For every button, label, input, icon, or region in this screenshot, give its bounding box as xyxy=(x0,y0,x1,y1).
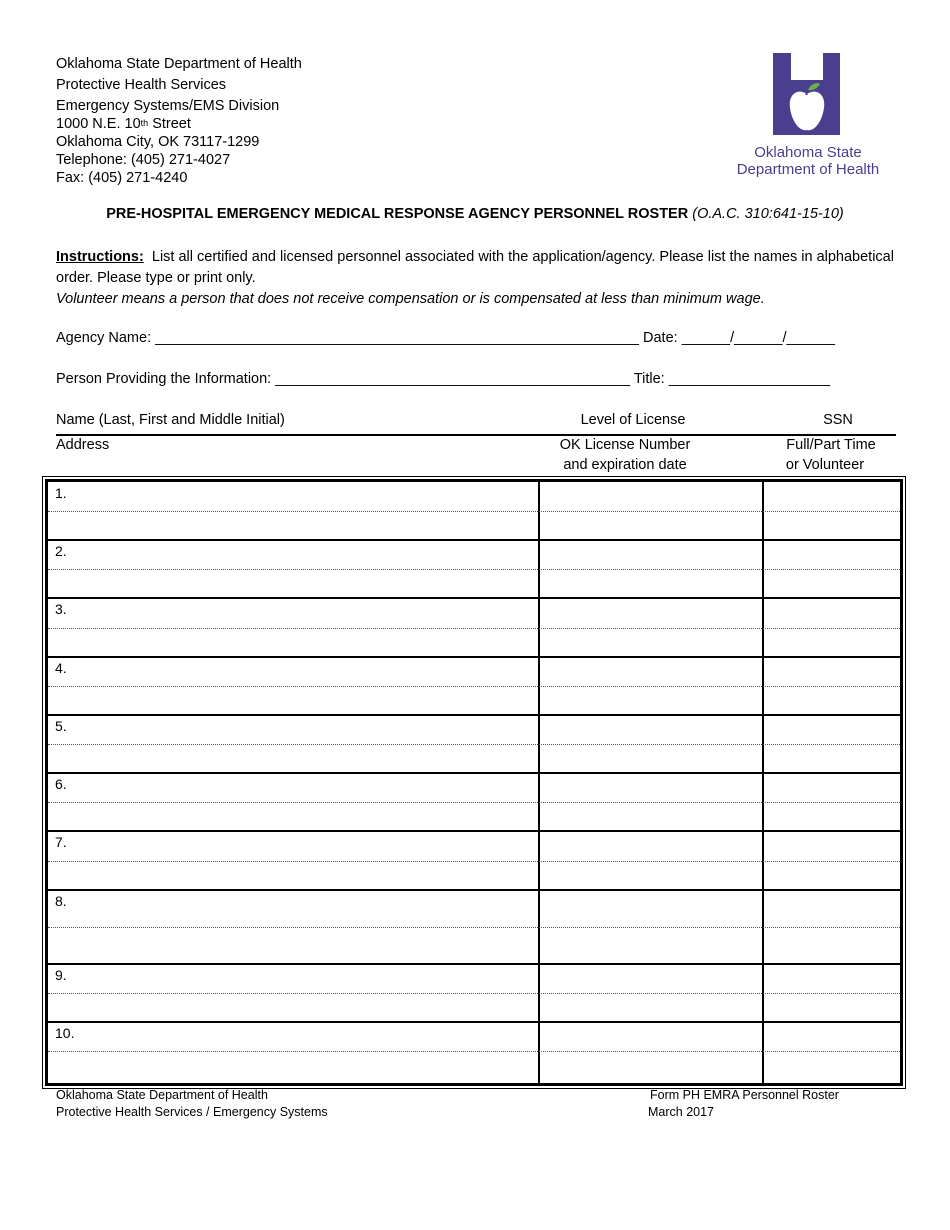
col-header-name: Name (Last, First and Middle Initial) xyxy=(56,412,285,428)
roster-row[interactable] xyxy=(48,482,900,540)
address-line-1: Oklahoma State Department of Health xyxy=(56,56,302,72)
col-header-volunteer: or Volunteer xyxy=(785,457,865,473)
row-number: 6. xyxy=(55,776,67,792)
row-mid-dotted-line xyxy=(48,927,900,928)
address-telephone: Telephone: (405) 271-4027 xyxy=(56,152,231,168)
row-number: 1. xyxy=(55,485,67,501)
form-title xyxy=(0,206,950,222)
row-mid-dotted-line xyxy=(48,1051,900,1052)
col-header-ssn: SSN xyxy=(823,412,853,428)
col-header-address: Address xyxy=(56,437,110,453)
address-city: Oklahoma City, OK 73117-1299 xyxy=(56,134,260,150)
footer-left xyxy=(56,1087,328,1121)
row-number: 7. xyxy=(55,834,67,850)
row-number: 3. xyxy=(55,601,67,617)
roster-row[interactable] xyxy=(48,598,900,657)
row-mid-dotted-line xyxy=(48,686,900,687)
roster-row[interactable] xyxy=(48,890,900,964)
footer-left-line-2: Protective Health Services / Emergency Systems xyxy=(56,1105,328,1119)
instructions-label: Instructions: xyxy=(56,249,144,265)
volunteer-note: Volunteer means a person that does not receive compensation or is compensated at less than minimum wage. xyxy=(56,291,765,307)
row-number: 4. xyxy=(55,660,67,676)
col-header-fulltime: Full/Part Time xyxy=(786,437,876,453)
agency-address-block xyxy=(56,55,302,187)
row-number: 5. xyxy=(55,718,67,734)
roster-row[interactable] xyxy=(48,831,900,890)
osdh-logo xyxy=(728,50,888,182)
street-sup: th xyxy=(140,118,149,128)
agency-name-date-line[interactable]: Agency Name: ____________________________________________________________ Date: ______/______/______ xyxy=(56,330,835,346)
footer-form-name: Form PH EMRA Personnel Roster xyxy=(650,1088,839,1102)
row-mid-dotted-line xyxy=(48,628,900,629)
footer-date: March 2017 xyxy=(648,1105,715,1119)
roster-row[interactable] xyxy=(48,964,900,1022)
roster-row[interactable] xyxy=(48,715,900,773)
personnel-roster-table xyxy=(45,479,903,1086)
col-header-level: Level of License xyxy=(580,412,686,428)
logo-line-1: Oklahoma State xyxy=(754,144,862,161)
row-mid-dotted-line xyxy=(48,569,900,570)
roster-row[interactable] xyxy=(48,540,900,598)
roster-row[interactable] xyxy=(48,657,900,715)
address-fax: Fax: (405) 271-4240 xyxy=(56,170,188,186)
footer-right xyxy=(648,1087,839,1121)
footer-left-line-1: Oklahoma State Department of Health xyxy=(56,1088,268,1102)
row-number: 8. xyxy=(55,893,67,909)
col-header-ok-license: OK License Number xyxy=(559,437,691,453)
form-title-citation: (O.A.C. 310:641-15-10) xyxy=(692,206,844,222)
row-mid-dotted-line xyxy=(48,802,900,803)
row-mid-dotted-line xyxy=(48,861,900,862)
address-street xyxy=(56,115,302,133)
form-title-main: PRE-HOSPITAL EMERGENCY MEDICAL RESPONSE AGENCY PERSONNEL ROSTER xyxy=(106,206,689,222)
header-divider xyxy=(56,434,896,436)
address-line-2: Protective Health Services xyxy=(56,77,227,93)
instructions-text: List all certified and licensed personnel associated with the application/agency. Please list the names in alphabetical order. Please type or print only. xyxy=(56,249,894,286)
row-number: 9. xyxy=(55,967,67,983)
instructions xyxy=(56,247,896,310)
row-number: 2. xyxy=(55,543,67,559)
roster-row[interactable] xyxy=(48,773,900,831)
osdh-h-icon xyxy=(728,50,888,140)
logo-line-2: Department of Health xyxy=(736,161,880,178)
person-title-line[interactable]: Person Providing the Information: ____________________________________________ Title: ____________________ xyxy=(56,371,831,387)
roster-row[interactable] xyxy=(48,1022,900,1080)
row-number: 10. xyxy=(55,1025,75,1041)
row-mid-dotted-line xyxy=(48,993,900,994)
street-suffix: Street xyxy=(148,116,191,132)
row-mid-dotted-line xyxy=(48,511,900,512)
col-header-expiration: and expiration date xyxy=(563,457,687,473)
address-line-3: Emergency Systems/EMS Division xyxy=(56,98,280,114)
street-prefix: 1000 N.E. 10 xyxy=(56,116,141,132)
row-mid-dotted-line xyxy=(48,744,900,745)
